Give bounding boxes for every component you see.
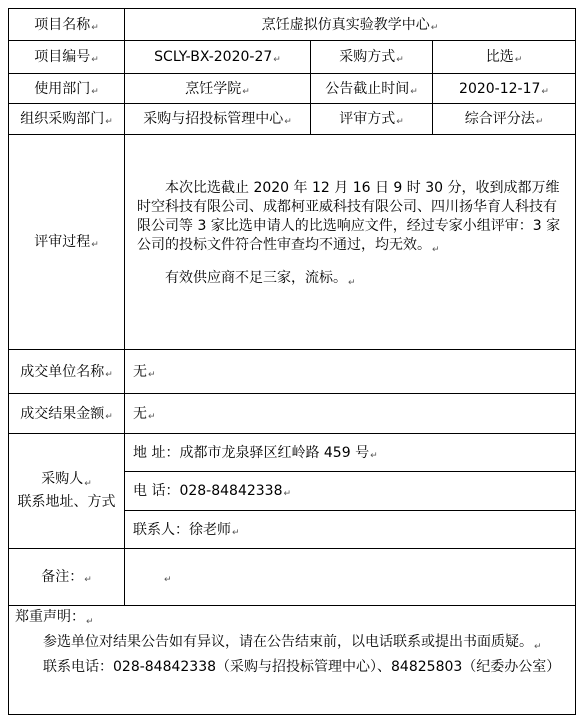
paragraph-mark-icon: ↵ [242, 86, 250, 97]
paragraph-mark-icon: ↵ [410, 86, 418, 97]
paragraph-mark-icon: ↵ [430, 22, 439, 33]
org-value-text: 采购与招投标管理中心 [143, 111, 284, 127]
winner-label-text: 成交单位名称 [20, 363, 105, 380]
project-no-label [8, 40, 125, 74]
buyer-label-line1 [41, 469, 92, 492]
project-no-value [124, 40, 311, 74]
paragraph-mark-icon: ↵ [283, 489, 292, 499]
paragraph-mark-icon: ↵ [370, 450, 378, 461]
address-label: 地 址： [133, 444, 180, 461]
address-row [124, 433, 576, 472]
dept-value [124, 73, 311, 104]
address-value: 成都市龙泉驿区红岭路 459 号 [179, 444, 370, 461]
review-method-label-text: 评审方式 [339, 111, 396, 127]
paragraph-mark-icon: ↵ [91, 55, 99, 65]
remark-value [124, 548, 576, 606]
paragraph-mark-icon: ↵ [396, 117, 404, 127]
paragraph-mark-icon: ↵ [534, 642, 542, 652]
project-name-value [124, 8, 576, 41]
procure-method-value-text: 比选 [485, 49, 514, 65]
project-name-label-text: 项目名称 [34, 16, 91, 33]
buyer-label [8, 433, 125, 549]
process-label-text: 评审过程 [34, 234, 91, 250]
project-no-value-text: SCLY-BX-2020-27 [154, 49, 273, 65]
paragraph-mark-icon: ↵ [164, 575, 172, 585]
amount-label-text: 成交结果金额 [20, 405, 105, 422]
project-name-label [8, 8, 125, 41]
remark-label-text: 备注： [41, 569, 84, 585]
statement-line2-text: 联系电话：028-84842338（采购与招投标管理中心）、84825803（纪委办公室） [43, 659, 561, 675]
procure-method-label [310, 40, 433, 74]
amount-value [124, 393, 576, 434]
winner-value [124, 349, 576, 394]
contact-value: 徐老师 [189, 521, 231, 538]
paragraph-mark-icon: ↵ [91, 22, 99, 33]
phone-row [124, 471, 576, 511]
deadline-value-text: 2020-12-17 [459, 80, 541, 97]
deadline-label [310, 73, 433, 104]
paragraph-mark-icon: ↵ [148, 411, 156, 422]
paragraph-mark-icon: ↵ [514, 55, 523, 65]
paragraph-mark-icon: ↵ [105, 411, 113, 422]
statement-line2 [15, 658, 569, 677]
process-paragraph-2-text: 有效供应商不足三家，流标。 [165, 270, 347, 286]
amount-label [8, 393, 125, 434]
paragraph-mark-icon: ↵ [535, 117, 544, 127]
org-label [8, 103, 125, 135]
paragraph-mark-icon: ↵ [91, 240, 99, 250]
paragraph-mark-icon: ↵ [232, 527, 240, 538]
review-method-label [310, 103, 433, 135]
paragraph-mark-icon: ↵ [273, 55, 281, 65]
process-content [124, 134, 576, 350]
paragraph-mark-icon: ↵ [284, 117, 292, 127]
buyer-label-line1-text: 采购人 [41, 471, 84, 487]
statement-line1 [15, 633, 569, 654]
deadline-label-text: 公告截止时间 [325, 80, 410, 97]
process-text-block [137, 179, 567, 290]
paragraph-mark-icon: ↵ [148, 369, 156, 380]
winner-value-text: 无 [133, 363, 147, 380]
phone-label: 电 话： [133, 483, 180, 499]
dept-value-text: 烹饪学院 [185, 80, 242, 97]
amount-value-text: 无 [133, 405, 147, 422]
contact-label: 联系人： [133, 521, 189, 538]
paragraph-mark-icon: ↵ [348, 278, 356, 288]
paragraph-mark-icon: ↵ [541, 86, 549, 97]
deadline-value [432, 73, 576, 104]
dept-label [8, 73, 125, 104]
process-paragraph-1 [137, 179, 567, 257]
project-name-value-text: 烹饪虚拟仿真实验教学中心 [261, 16, 430, 33]
process-paragraph-1-text: 本次比选截止 2020 年 12 月 16 日 9 时 30 分，收到成都万维时空科技有限公司、成都柯亚威科技有限公司、四川扬华育人科技有限公司等 3 家比选申请人的比选响应文件，经过专家小组评审：3 家公司的投标文件符合性审查均不通过，均无效。 [137, 180, 561, 253]
paragraph-mark-icon: ↵ [432, 245, 440, 255]
review-method-value [432, 103, 576, 135]
paragraph-mark-icon: ↵ [84, 575, 92, 585]
paragraph-mark-icon: ↵ [105, 117, 113, 127]
buyer-label-line2-text: 联系地址、方式 [17, 494, 116, 510]
paragraph-mark-icon: ↵ [86, 617, 94, 627]
phone-value: 028-84842338 [179, 483, 283, 499]
statement-line1-text: 参选单位对结果公告如有异议，请在公告结束前，以电话联系或提出书面质疑。 [43, 634, 533, 650]
statement-block [8, 605, 576, 715]
winner-label [8, 349, 125, 394]
procure-method-value [432, 40, 576, 74]
buyer-label-stack [18, 469, 116, 513]
process-label [8, 134, 125, 350]
process-paragraph-2 [137, 269, 567, 290]
statement-title-text: 郑重声明： [15, 609, 85, 625]
contact-row [124, 510, 576, 549]
procure-method-label-text: 采购方式 [339, 49, 396, 65]
paragraph-mark-icon: ↵ [105, 369, 113, 380]
paragraph-mark-icon: ↵ [396, 55, 404, 65]
project-no-label-text: 项目编号 [34, 49, 91, 65]
paragraph-mark-icon: ↵ [84, 479, 92, 489]
org-label-text: 组织采购部门 [20, 111, 105, 127]
remark-label [8, 548, 125, 606]
org-value [124, 103, 311, 135]
paragraph-mark-icon: ↵ [91, 86, 99, 97]
dept-label-text: 使用部门 [34, 80, 91, 97]
statement-title [15, 608, 569, 629]
buyer-label-line2 [18, 492, 116, 513]
review-method-value-text: 综合评分法 [464, 111, 535, 127]
